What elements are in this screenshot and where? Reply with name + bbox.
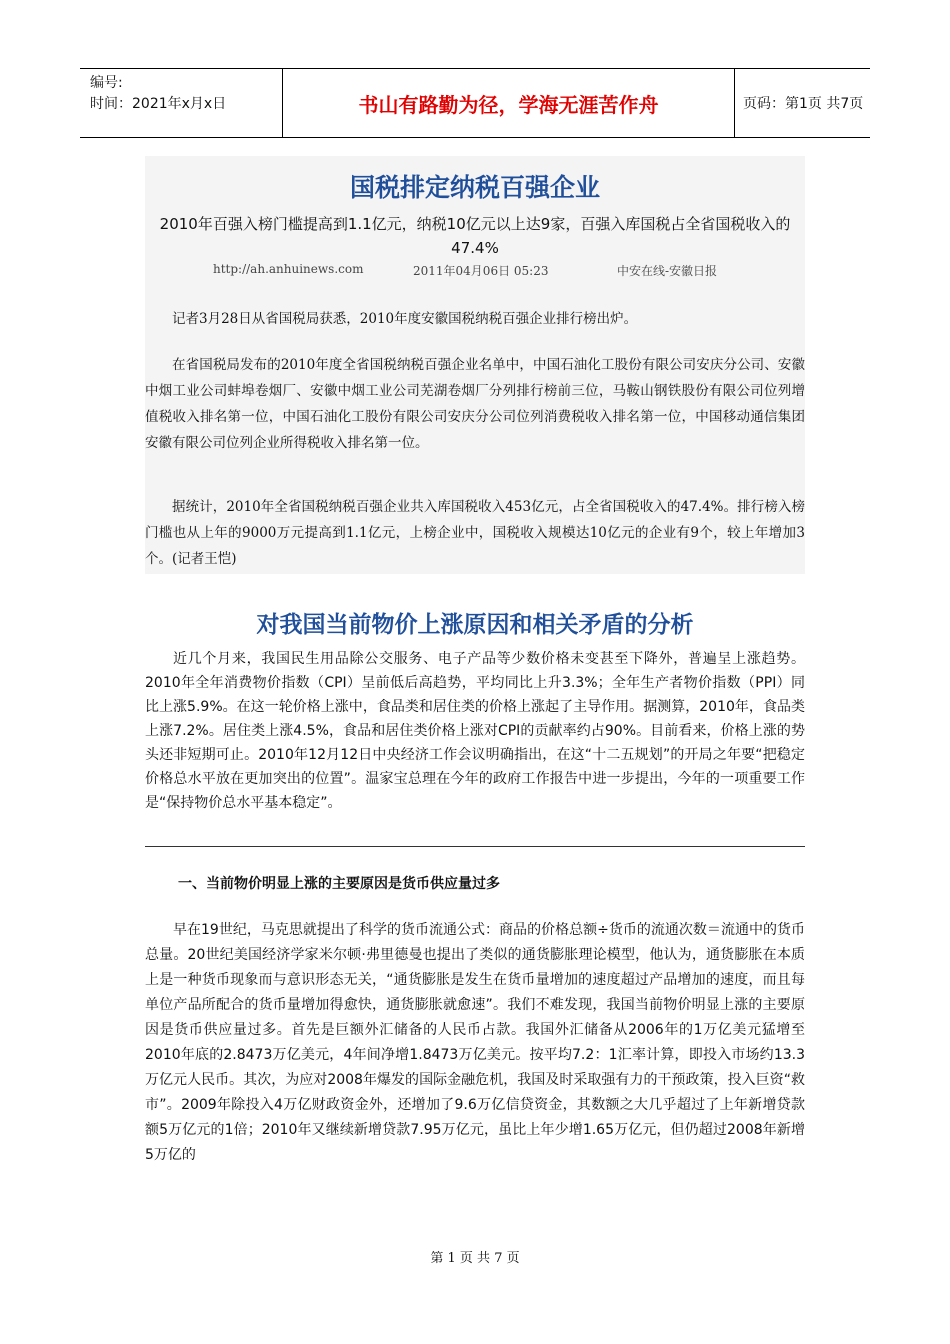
news-title: 国税排定纳税百强企业 [349, 173, 600, 202]
article-title: 对我国当前物价上涨原因和相关矛盾的分析 [256, 612, 694, 638]
news-paragraph: 据统计，2010年全省国税纳税百强企业共入库国税收入453亿元，占全省国税收入的47.4%。排行榜入榜门槛也从上年的9000万元提高到1.1亿元，上榜企业中，国税收入规模达10亿元的企业有9个，较上年增加3个。(记者王恺) [145, 499, 805, 567]
time-label: 时间：2021年x月x日 [90, 96, 227, 112]
number-label: 编号: [90, 75, 123, 91]
news-paragraph: 记者3月28日从省国税局获悉，2010年度安徽国税纳税百强企业排行榜出炉。 [172, 311, 638, 327]
header-motto: 书山有路勤为径，学海无涯苦作舟 [283, 69, 735, 137]
header-page-info: 页码：第1页 共7页 [743, 96, 864, 112]
news-date: 2011年04月06日 05:23 [413, 264, 549, 278]
news-paragraph: 在省国税局发布的2010年度全省国税纳税百强企业名单中，中国石油化工股份有限公司安庆分公司、安徽中烟工业公司蚌埠卷烟厂、安徽中烟工业公司芜湖卷烟厂分列排行榜前三位，马鞍山钢铁股份有限公司位列增值税收入排名第一位，中国石油化工股份有限公司安庆分公司位列消费税收入排名第一位，中国移动通信集团安徽有限公司位列企业所得税收入排名第一位。 [145, 357, 805, 451]
section-body: 早在19世纪，马克思就提出了科学的货币流通公式：商品的价格总额÷货币的流通次数＝流通中的货币总量。20世纪美国经济学家米尔顿·弗里德曼也提出了类似的通货膨胀理论模型，他认为，通货膨胀在本质上是一种货币现象而与意识形态无关，“通货膨胀是发生在货币量增加的速度超过产品增加的速度，而且每单位产品所配合的货币量增加得愈快，通货膨胀就愈速”。我们不难发现，我国当前物价明显上涨的主要原因是货币供应量过多。首先是巨额外汇储备的人民币占款。我国外汇储备从2006年的1万亿美元猛增至2010年底的2.8473万亿美元，4年间净增1.8473万亿美元。按平均7.2：1汇率计算，即投入市场约13.3万亿元人民币。其次，为应对2008年爆发的国际金融危机，我国及时采取强有力的干预政策，投入巨资“救市”。2009年除投入4万亿财政资金外，还增加了9.6万亿信贷资金，其数额之大几乎超过了上年新增贷款额5万亿元的1倍；2010年又继续新增贷款7.95万亿元，虽比上年少增1.65万亿元，但仍超过2008年新增5万亿的 [145, 922, 805, 1163]
page-footer: 第 1 页 共 7 页 [430, 1251, 520, 1266]
divider [145, 846, 805, 847]
news-subtitle: 2010年百强入榜门槛提高到1.1亿元，纳税10亿元以上达9家，百强入库国税占全省国税收入的47.4% [159, 215, 791, 257]
header-meta-cell [80, 69, 283, 137]
news-block [145, 156, 805, 574]
news-url: http://ah.anhuinews.com [213, 262, 364, 276]
document-header-table [80, 68, 870, 138]
news-source: 中安在线-安徽日报 [617, 264, 718, 278]
section-heading: 一、当前物价明显上涨的主要原因是货币供应量过多 [178, 876, 500, 892]
article-intro: 近几个月来，我国民生用品除公交服务、电子产品等少数价格未变甚至下降外，普遍呈上涨趋势。2010年全年消费物价指数（CPI）呈前低后高趋势，平均同比上升3.3%；全年生产者物价指数（PPI）同比上涨5.9%。在这一轮价格上涨中，食品类和居住类的价格上涨起了主导作用。据测算，2010年，食品类上涨7.2%。居住类上涨4.5%，食品和居住类价格上涨对CPI的贡献率约占90%。目前看来，价格上涨的势头还非短期可止。2010年12月12日中央经济工作会议明确指出，在这“十二五规划”的开局之年要“把稳定价格总水平放在更加突出的位置”。温家宝总理在今年的政府工作报告中进一步提出，今年的一项重要工作是“保持物价总水平基本稳定”。 [145, 651, 805, 811]
